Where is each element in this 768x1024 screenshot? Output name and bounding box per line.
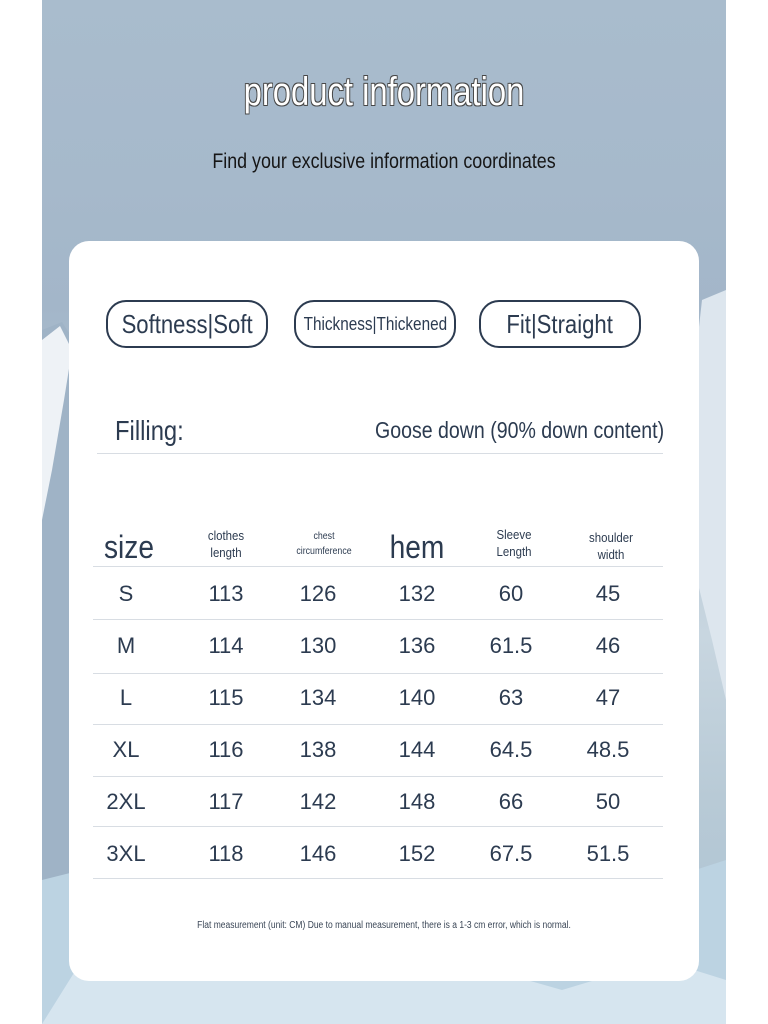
column-header-chest-circumference (280, 529, 368, 559)
table-cell: 116 (208, 737, 244, 762)
column-header-line: Sleeve (496, 527, 532, 542)
table-row-divider (93, 673, 663, 674)
table-cell: 144 (398, 737, 436, 762)
table-cell: 138 (299, 737, 337, 762)
feature-pill-thickness (294, 300, 456, 348)
table-cell: 67.5 (489, 841, 533, 866)
page-title: product information (243, 70, 525, 114)
product-info-card (69, 241, 699, 981)
table-cell: 146 (299, 841, 337, 866)
measurement-footnote: Flat measurement (unit: CM) Due to manual measurement, there is a 1-3 cm error, which is normal. (197, 920, 571, 931)
table-row-divider (93, 619, 663, 620)
table-cell: 152 (398, 841, 436, 866)
table-divider (93, 566, 663, 567)
column-header-line: length (210, 545, 242, 560)
column-header-line: width (597, 547, 625, 562)
table-cell: 148 (398, 789, 436, 814)
size-cell: S (118, 581, 134, 606)
feature-pill-label: Fit|Straight (506, 308, 614, 339)
table-cell: 134 (299, 685, 337, 710)
column-header-clothes-length (182, 527, 270, 561)
size-cell: XL (112, 737, 140, 762)
table-cell: 63 (498, 685, 524, 710)
table-cell: 51.5 (586, 841, 630, 866)
table-cell: 64.5 (489, 737, 533, 762)
feature-pill-fit (479, 300, 641, 348)
column-header-line: clothes (207, 528, 245, 543)
size-cell: L (119, 685, 133, 710)
column-header-size: size (103, 529, 155, 565)
column-header-line: chest (313, 531, 335, 542)
table-cell: 132 (398, 581, 436, 606)
table-cell: 46 (595, 633, 621, 658)
table-cell: 113 (208, 581, 244, 606)
table-row-divider (93, 826, 663, 827)
table-cell: 60 (498, 581, 524, 606)
page-subtitle: Find your exclusive information coordinates (212, 150, 556, 173)
table-row-divider (93, 724, 663, 725)
table-cell: 118 (208, 841, 244, 866)
table-cell: 130 (299, 633, 337, 658)
column-header-shoulder-width (567, 529, 655, 563)
size-cell: M (116, 633, 136, 658)
column-header-sleeve-length (470, 526, 558, 560)
table-row-divider (93, 776, 663, 777)
table-cell: 142 (299, 789, 337, 814)
feature-pill-label: Thickness|Thickened (303, 313, 447, 334)
table-row-divider (93, 878, 663, 879)
table-cell: 126 (299, 581, 337, 606)
table-cell: 140 (398, 685, 436, 710)
column-header-hem: hem (389, 529, 445, 565)
size-cell: 2XL (106, 789, 146, 814)
divider (97, 453, 663, 454)
table-cell: 136 (398, 633, 436, 658)
column-header-line: shoulder (589, 530, 633, 545)
feature-pill-label: Softness|Soft (121, 308, 253, 339)
table-cell: 61.5 (489, 633, 533, 658)
filling-value: Goose down (90% down content) (374, 417, 664, 443)
size-cell: 3XL (106, 841, 146, 866)
table-cell: 66 (498, 789, 524, 814)
table-cell: 50 (595, 789, 621, 814)
table-cell: 48.5 (586, 737, 630, 762)
table-cell: 47 (595, 685, 621, 710)
column-header-line: circumference (296, 546, 352, 557)
table-cell: 117 (208, 789, 244, 814)
filling-label: Filling: (115, 415, 184, 446)
table-cell: 45 (595, 581, 621, 606)
table-cell: 115 (208, 685, 244, 710)
column-header-line: Length (496, 544, 532, 559)
table-cell: 114 (208, 633, 244, 658)
feature-pill-softness (106, 300, 268, 348)
